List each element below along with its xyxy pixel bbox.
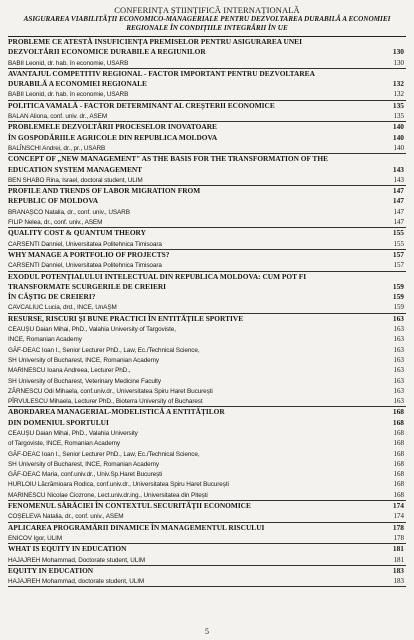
entry-page-number: 163 [392,313,404,323]
toc-title-line [8,165,406,175]
entry-title: DEZVOLTĂRII ECONOMICE DURABILE A REGIUNILOR [8,47,206,57]
toc-author-line [8,511,406,522]
entry-title: PROBLEMELE DEZVOLTĂRII PROCESELOR INOVATOARE [8,122,217,132]
entry-author: SH University of Bucharest, INCE, Romanian Academy [8,356,159,364]
entry-title: FENOMENUL SĂRĂCIEI ÎN CONTEXTUL SECURITĂȚII ECONOMICE [8,501,251,511]
entry-page-number: 135 [393,112,404,121]
entry-page-number: 174 [393,512,404,521]
entry-page-number: 168 [393,428,404,437]
entry-author: SH University of Bucharest, INCE, Romanian Academy [8,460,159,468]
entry-title: QUALITY COST & QUANTUM THEORY [8,228,146,238]
entry-author: BABII Leonid, dr. hab. în economie, USARB [8,59,129,67]
entry-page-number: 132 [392,79,404,89]
toc-title-line [8,122,406,132]
entry-author: CEAUȘU Daian Mihai, PhD., Valahia University [8,429,138,437]
entry-page-number: 168 [393,480,404,489]
entry-author: ENICOV Igor, ULIM [8,534,63,542]
toc-title-line [8,228,406,238]
toc-title-line [8,272,406,282]
entry-author: GĂF-DEAC Ioan I., Senior Lecturer PhD., Law, Ec./Technical Science, [8,346,200,354]
entry-author: MARINESCU Ioana Andreea, Lecturer PhD., [8,367,131,375]
entry-page-number: 140 [392,122,404,132]
toc-author-line [8,396,406,407]
toc-author-line [8,345,406,355]
entry-title: PROFILE AND TRENDS OF LABOR MIGRATION FROM [8,186,201,196]
entry-title: EQUITY IN EDUCATION [8,565,94,575]
entry-author: GĂF-DEAC Ioan I., Senior Lecturer PhD., Law, Ec./Technical Science, [8,450,200,458]
toc-author-line [8,89,406,100]
entry-author: HURLOIU Lăcrămioara Rodica, conf.univ.dr., Universitatea Spiru Haret București [8,481,229,489]
toc-author-line [8,260,406,271]
toc-author-line [8,111,406,122]
toc-author-line [8,334,406,344]
entry-page-number: 174 [392,501,404,511]
conference-title: CONFERINȚA ȘTIINȚIFICĂ INTERNAȚIONALĂ [114,5,300,15]
entry-title: EDUCATION SYSTEM MANAGEMENT [8,164,143,174]
toc-author-line [8,576,406,587]
toc-author-line [8,239,406,250]
conference-header [0,6,414,33]
entry-author: HAJAJREH Mohammad, Doctorate student, ULIM [8,556,146,564]
toc-title-line [8,566,406,576]
entry-author: CAVCALIUC Lucia, drd., INCE, UnAȘM [8,304,117,312]
table-of-contents [8,37,406,587]
entry-title: APLICAREA PROGRAMĂRII DINAMICE ÎN MANAGEMENTUL RISCULUI [8,522,265,532]
entry-page-number: 140 [393,143,404,152]
entry-author: FILIP Nelea, dr., conf. univ., ASEM [8,219,103,227]
toc-author-line [8,217,406,228]
entry-title: POLITICA VAMALĂ - FACTOR DETERMINANT AL CREȘTERII ECONOMICE [8,100,275,110]
toc-author-line [8,376,406,386]
entry-author: BALAN Aliona, conf. univ. dr., ASEM [8,113,108,121]
toc-author-line [8,459,406,469]
entry-page-number: 183 [392,565,404,575]
entry-page-number: 157 [392,249,404,259]
entry-page-number: 163 [393,345,404,354]
entry-page-number: 159 [393,303,404,312]
toc-author-line [8,469,406,479]
entry-author: MARINESCU Nicolae Ciozrone, Lect.univ.dr.ing., Universitatea din Pitești [8,491,208,499]
toc-title-line [8,501,406,511]
conference-subtitle-2: REGIONALE ÎN CONDIȚIILE INTEGRĂRII ÎN UE [126,24,288,32]
entry-page-number: 157 [393,261,404,270]
toc-title-line [8,69,406,79]
entry-page-number: 155 [393,239,404,248]
toc-author-line [8,207,406,217]
page-number: 5 [205,627,209,636]
toc-title-line [8,154,406,164]
toc-author-line [8,555,406,566]
entry-page-number: 147 [393,218,404,227]
entry-author: CARSENTI Danniel, Universitatea Politehnica Timisoara [8,240,162,248]
toc-author-line [8,58,406,69]
entry-page-number: 178 [392,522,404,532]
entry-page-number: 178 [393,533,404,542]
toc-title-line [8,186,406,196]
entry-title: RESURSE, RISCURI ȘI BUNE PRACTICI ÎN ENTITĂȚILE SPORTIVE [8,313,244,323]
entry-author: ZÂRNESCU Odi Mihaela, conf.univ.dr., Universitatea Spiru Haret București [8,387,213,395]
entry-page-number: 163 [393,366,404,375]
entry-page-number: 163 [393,397,404,406]
toc-title-line [8,407,406,417]
entry-title: ÎN CÂȘTIG DE CREIERI? [8,292,96,302]
entry-page-number: 147 [392,186,404,196]
entry-author: of Targoviste, INCE, Romanian Academy [8,440,120,448]
toc-author-line [8,428,406,438]
toc-author-line [8,449,406,459]
entry-author: INCE, Romanian Academy [8,336,82,344]
entry-page-number: 147 [392,196,404,206]
entry-page-number: 168 [393,459,404,468]
toc-author-line [8,438,406,448]
entry-title: WHAT IS EQUITY IN EDUCATION [8,544,127,554]
entry-page-number: 168 [392,417,404,427]
toc-title-line [8,196,406,206]
entry-page-number: 163 [393,376,404,385]
entry-page-number: 155 [392,228,404,238]
toc-author-line [8,324,406,334]
entry-page-number: 143 [392,164,404,174]
toc-author-line [8,490,406,501]
toc-title-line [8,250,406,260]
entry-title: WHY MANAGE A PORTFOLIO OF PROJECTS? [8,249,170,259]
toc-title-line [8,292,406,302]
entry-page-number: 183 [393,577,404,586]
toc-author-line [8,365,406,375]
entry-title: DURABILĂ A ECONOMIEI REGIONALE [8,79,147,89]
toc-title-line [8,133,406,143]
toc-title-line [8,523,406,533]
entry-page-number: 159 [392,281,404,291]
conference-subtitle: ASIGURAREA VIABILITĂȚII ECONOMICO-MANAGERIALE PENTRU DEZVOLTAREA DURABILĂ A ECONOMIEI [23,15,391,23]
entry-page-number: 163 [393,325,404,334]
toc-author-line [8,143,406,154]
entry-page-number: 132 [393,90,404,99]
entry-author: CEAUȘU Daian Mihai, PhD., Valahia University of Targoviste, [8,326,176,334]
entry-title: EXODUL POTENȚIALULUI INTELECTUAL DIN REPUBLICA MOLDOVA: CUM POT FI [8,271,307,281]
toc-author-line [8,479,406,489]
entry-page-number: 168 [393,439,404,448]
toc-title-line [8,544,406,554]
entry-author: PÎRVULESCU Mihaela, Lecturer PhD., Bioterra University of Bucharest [8,398,203,406]
entry-page-number: 130 [392,47,404,57]
toc-title-line [8,282,406,292]
entry-page-number: 168 [393,449,404,458]
entry-title: ABORDAREA MANAGERIAL-MODELISTICĂ A ENTITĂȚILOR [8,407,225,417]
entry-title: ÎN GOSPODĂRIILE AGRICOLE DIN REPUBLICA MOLDOVA [8,132,218,142]
entry-author: BABII Leonid, dr. hab. în economie, USARB [8,91,129,99]
toc-title-line [8,314,406,324]
entry-page-number: 147 [393,207,404,216]
entry-page-number: 168 [392,407,404,417]
toc-title-line [8,37,406,47]
entry-author: BRANAȘCO Natalia, dr., conf. univ., USARB [8,208,130,216]
toc-title-line [8,101,406,111]
entry-page-number: 168 [393,470,404,479]
entry-author: BALÎNSCHI Andrei, dr., pr., USARB [8,144,106,152]
toc-author-line [8,386,406,396]
entry-author: HAJAJREH Mohammad, doctorate student, ULIM [8,578,145,586]
entry-author: SH University of Bucharest, Veterinary Medicine Faculty [8,377,161,385]
entry-page-number: 168 [393,490,404,499]
entry-title: TRANSFORMATE SCURGERILE DE CREIERI [8,281,167,291]
toc-author-line [8,355,406,365]
toc-author-line [8,533,406,544]
entry-page-number: 130 [393,58,404,67]
entry-page-number: 163 [393,355,404,364]
toc-title-line [8,79,406,89]
entry-page-number: 143 [393,175,404,184]
entry-author: BEN SHABO Rina, Israel, doctoral student, ULIM [8,176,143,184]
entry-page-number: 181 [393,555,404,564]
entry-title: CONCEPT OF „NEW MANAGEMENT" AS THE BASIS FOR THE TRANSFORMATION OF THE [8,154,328,164]
toc-author-line [8,302,406,313]
entry-page-number: 135 [392,100,404,110]
entry-title: REPUBLIC OF MOLDOVA [8,196,99,206]
entry-title: PROBLEME CE ATESTĂ INSUFICIENȚA PREMISELOR PENTRU ASIGURAREA UNEI [8,37,302,46]
entry-page-number: 163 [393,386,404,395]
entry-page-number: 140 [392,132,404,142]
toc-title-line [8,47,406,57]
toc-title-line [8,418,406,428]
entry-author: COȘELEVA Natalia, dr., conf. univ., ASEM [8,513,124,521]
entry-page-number: 181 [392,544,404,554]
entry-author: CARSENTI Danniel, Universitatea Politehnica Timisoara [8,262,162,270]
entry-title: DIN DOMENIUL SPORTULUI [8,417,109,427]
entry-title: AVANTAJUL COMPETITIV REGIONAL - FACTOR IMPORTANT PENTRU DEZVOLTAREA [8,68,315,78]
entry-page-number: 159 [392,292,404,302]
entry-author: GĂF-DEAC Maria, conf.univ.dr., Univ.Sp.Haret București [8,471,163,479]
entry-page-number: 163 [393,335,404,344]
toc-author-line [8,175,406,186]
